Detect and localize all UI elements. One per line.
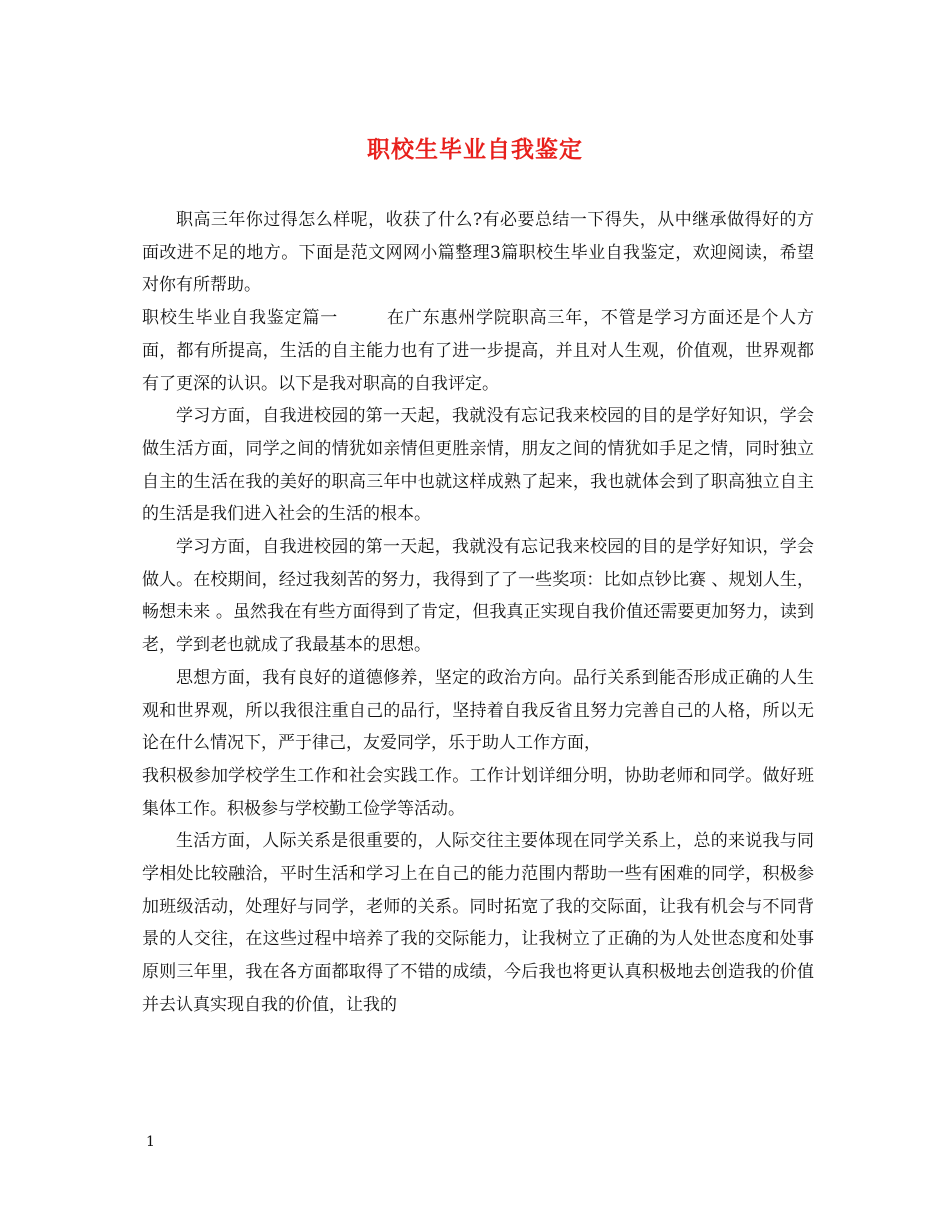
study-paragraph-1: 学习方面，自我进校园的第一天起，我就没有忘记我来校园的目的是学好知识，学会做生活方面，同学之间的情犹如亲情但更胜亲情，朋友之间的情犹如手足之情，同时独立自主的生活在我的美好的职高三年中也就这样成熟了起来，我也就体会到了职高独立自主的生活是我们进入社会的生活的根本。: [142, 406, 814, 525]
page-number: 1: [146, 1134, 155, 1150]
section-one-paragraph: [142, 302, 814, 400]
intro-paragraph: 职高三年你过得怎么样呢，收获了什么?有必要总结一下得失，从中继承做得好的方面改进不足的地方。下面是范文网网小篇整理3篇职校生毕业自我鉴定，欢迎阅读，希望对你有所帮助。: [142, 210, 814, 296]
study-paragraph-2: 学习方面，自我进校园的第一天起，我就没有忘记我来校园的目的是学好知识，学会做人。在校期间，经过我刻苦的努力，我得到了了一些奖项：比如点钞比赛 、规划人生，畅想未来 。虽然我在有些方面得到了肯定，但我真正实现自我价值还需要更加努力，读到老，学到老也就成了我最基本的思想。: [142, 537, 814, 656]
life-paragraph: 生活方面，人际关系是很重要的，人际交往主要体现在同学关系上，总的来说我与同学相处比较融洽，平时生活和学习上在自己的能力范围内帮助一些有困难的同学，积极参加班级活动，处理好与同学，老师的关系。同时拓宽了我的交际面，让我有机会与不同背景的人交往，在这些过程中培养了我的交际能力，让我树立了正确的为人处世态度和处事原则三年里，我在各方面都取得了不错的成绩，今后我也将更认真积极地去创造我的价值并去认真实现自我的价值，让我的: [142, 831, 814, 1015]
section-one-text: 在广东惠州学院职高三年，不管是学习方面还是个人方面，都有所提高，生活的自主能力也有了进一步提高，并且对人生观，价值观，世界观都有了更深的认识。以下是我对职高的自我评定。: [142, 308, 815, 394]
document-body: [142, 204, 814, 1022]
page-title: 职校生毕业自我鉴定: [367, 136, 583, 163]
thought-paragraph: 思想方面，我有良好的道德修养，坚定的政治方向。品行关系到能否形成正确的人生观和世界观，所以我很注重自己的品行，坚持着自我反省且努力完善自己的人格，所以无论在什么情况下，严于律己，友爱同学，乐于助人工作方面，: [142, 667, 814, 754]
section-heading: 职校生毕业自我鉴定篇一: [142, 308, 339, 329]
work-paragraph: 我积极参加学校学生工作和社会实践工作。工作计划详细分明，协助老师和同学。做好班集体工作。积极参与学校勤工俭学等活动。: [142, 765, 814, 819]
